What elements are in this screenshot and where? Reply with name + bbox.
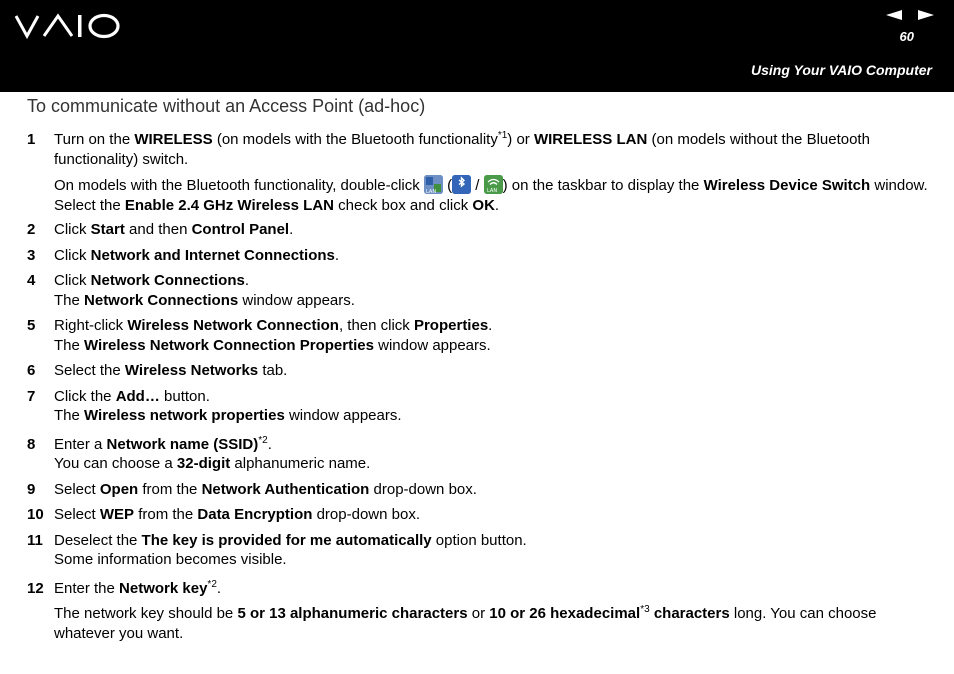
footnote-ref: *2 xyxy=(258,434,268,446)
section-title: Using Your VAIO Computer xyxy=(751,62,932,78)
bluetooth-lan-taskbar-icon xyxy=(424,175,443,194)
step-number: 10 xyxy=(27,506,44,523)
svg-text:LAN: LAN xyxy=(425,189,436,194)
step-number: 12 xyxy=(27,579,44,597)
step-number: 6 xyxy=(27,362,36,379)
step-number: 9 xyxy=(27,480,36,498)
step-number: 1 xyxy=(27,131,36,148)
step-4: 4 Click Network Connections. The Network Connections window appears. xyxy=(27,272,355,309)
step-8: 8 Enter a Network name (SSID)$^{*2}$. You can choose a 32-digit alphanumeric name. xyxy=(27,434,371,472)
previous-page-button[interactable] xyxy=(884,8,904,22)
step-11: 11 Deselect the The key is provided for me automatically option button. Some information becomes visible. xyxy=(27,531,527,568)
triangle-left-icon xyxy=(884,8,904,22)
vaio-logo xyxy=(14,12,122,40)
step-list xyxy=(27,130,932,643)
step-12: 12 Enter the Network key$^{*2}$. The network key should be 5 or 13 alphanumeric characters or 10 or 26 hexadecimal$^{*3}$ characters long. You can choose whatever you want. xyxy=(27,578,877,642)
wireless-lan-taskbar-icon xyxy=(484,175,503,194)
step-1: 1 Turn on the WIRELESS (on models with the Bluetooth functionality$^{*1}$) or WIRELESS LAN (on models without the Bluetooth functionality) switch. On models with the Bluetooth functionality, double-click LAN ( / LAN ) on the taskbar to display the Wireless Device Switch window. Select the Enable 2.4 GHz Wireless LAN check box and click OK. xyxy=(27,130,928,214)
step-2: 2 Click Start and then Control Panel. xyxy=(27,221,294,238)
step-6: 6 Select the Wireless Networks tab. xyxy=(27,362,288,379)
footnote-ref: *1 xyxy=(497,130,508,141)
page-navigation xyxy=(884,8,936,22)
step-number: 11 xyxy=(27,531,43,549)
step-9: 9 Select Open from the Network Authentication drop-down box. xyxy=(27,480,477,498)
next-page-button[interactable] xyxy=(916,8,936,22)
step-number: 8 xyxy=(27,435,36,453)
footnote-ref: *3 xyxy=(640,604,650,615)
triangle-right-icon xyxy=(916,8,936,22)
step-number: 2 xyxy=(27,221,36,238)
step-number: 4 xyxy=(27,272,36,289)
step-number: 7 xyxy=(27,387,36,405)
page-title: To communicate without an Access Point (ad-hoc) xyxy=(27,96,426,116)
svg-text:LAN: LAN xyxy=(486,188,497,194)
step-7: 7 Click the Add… button. The Wireless network properties window appears. xyxy=(27,387,402,424)
step-5: 5 Right-click Wireless Network Connection, then click Properties. The Wireless Network Connection Properties window appears. xyxy=(27,317,493,354)
page-number: 60 xyxy=(899,29,914,44)
step-number: 5 xyxy=(27,317,36,334)
page-header xyxy=(0,0,954,92)
bluetooth-taskbar-icon xyxy=(452,175,471,194)
footnote-ref: *2 xyxy=(207,578,217,590)
step-10: 10 Select WEP from the Data Encryption drop-down box. xyxy=(27,506,420,523)
step-number: 3 xyxy=(27,246,36,264)
step-3: 3 Click Network and Internet Connections. xyxy=(27,246,340,264)
